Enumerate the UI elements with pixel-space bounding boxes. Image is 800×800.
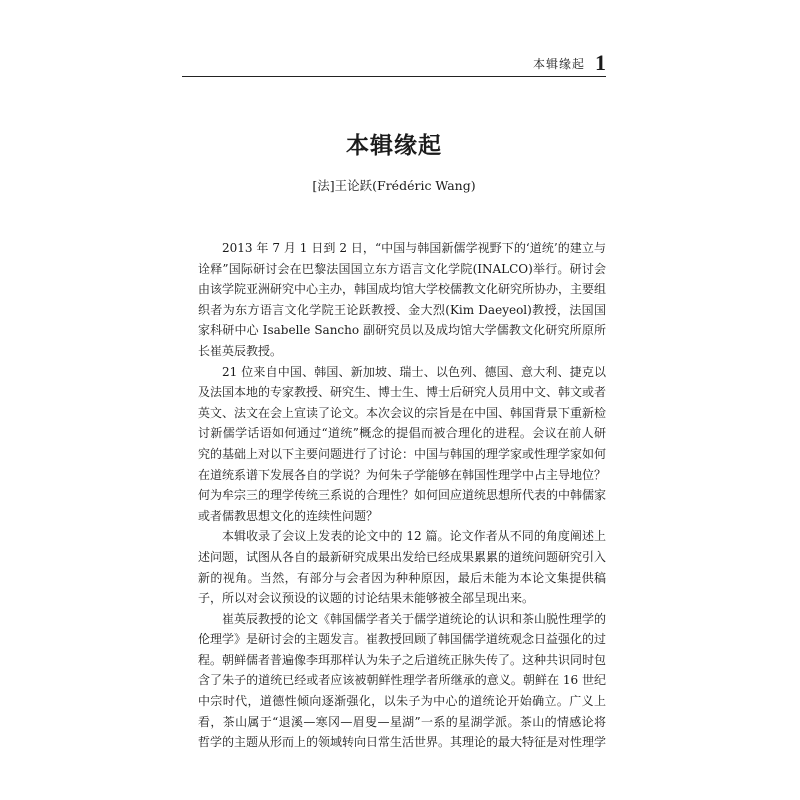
article-author: [法]王论跃(Frédéric Wang) <box>312 178 476 193</box>
article-title: 本辑缘起 <box>346 132 442 159</box>
page-number: 1 <box>595 50 606 75</box>
paragraph: 本辑收录了会议上发表的论文中的 12 篇。论文作者从不同的角度阐述上述问题，试图从各自的最新研究成果出发给已经成果累累的道统问题研究引入新的视角。当然，有部分与会者因为种种原因，最后未能为本论文集提供稿子，所以对会议预设的议题的讨论结果未能够被全部呈现出来。 <box>198 529 607 606</box>
article-body <box>198 238 606 753</box>
running-head <box>182 48 606 74</box>
paragraph: 21 位来自中国、韩国、新加坡、瑞士、以色列、德国、意大利、捷克以及法国本地的专家教授、研究生、博士生、博士后研究人员用中文、韩文或者英文、法文在会上宣读了论文。本次会议的宗旨是在中国、韩国背景下重新检讨新儒学话语如何通过“道统”概念的提倡而被合理化的进程。会议在前人研究的基础上对以下主要问题进行了讨论：中国与韩国的理学家或性理学家如何在道统系谱下发展各自的学说？为何朱子学能够在韩国性理学中占主导地位？何为牟宗三的理学传统三系说的合理性？如何回应道统思想所代表的中韩儒家或者儒教思想文化的连续性问题？ <box>198 364 607 523</box>
running-head-title: 本辑缘起 <box>532 57 585 71</box>
paragraph: 2013 年 7 月 1 日到 2 日，“中国与韩国新儒学视野下的‘道统’的建立与诠释”国际研讨会在巴黎法国国立东方语言文化学院(INALCO)举行。研讨会由该学院亚洲研究中心主办，韩国成均馆大学校儒教文化研究所协办，主要组织者为东方语言文化学院王论跃教授、金大烈(Kim Daeyeol)教授，法国国家科研中心 Isabelle Sancho 副研究员以及成均馆大学儒教文化研究所原所长崔英辰教授。 <box>198 241 607 358</box>
header-rule <box>182 76 606 77</box>
paragraph: 崔英辰教授的论文《韩国儒学者关于儒学道统论的认识和茶山脱性理学的伦理学》是研讨会的主题发言。崔教授回顾了韩国儒学道统观念日益强化的过程。朝鲜儒者普遍像李珥那样认为朱子之后道统正脉失传了。这种共识同时包含了朱子的道统已经或者应该被朝鲜性理学者所继承的意义。朝鲜在 16 世纪中宗时代，道德性倾向逐渐强化，以朱子为中心的道统论开始确立。广义上看，茶山属于“退溪—寒冈—眉叟—星湖”一系的星湖学派。茶山的情感论将哲学的主题从形而上的领域转向日常生活世界。其理论的最大特征是对性理学 <box>198 611 607 750</box>
